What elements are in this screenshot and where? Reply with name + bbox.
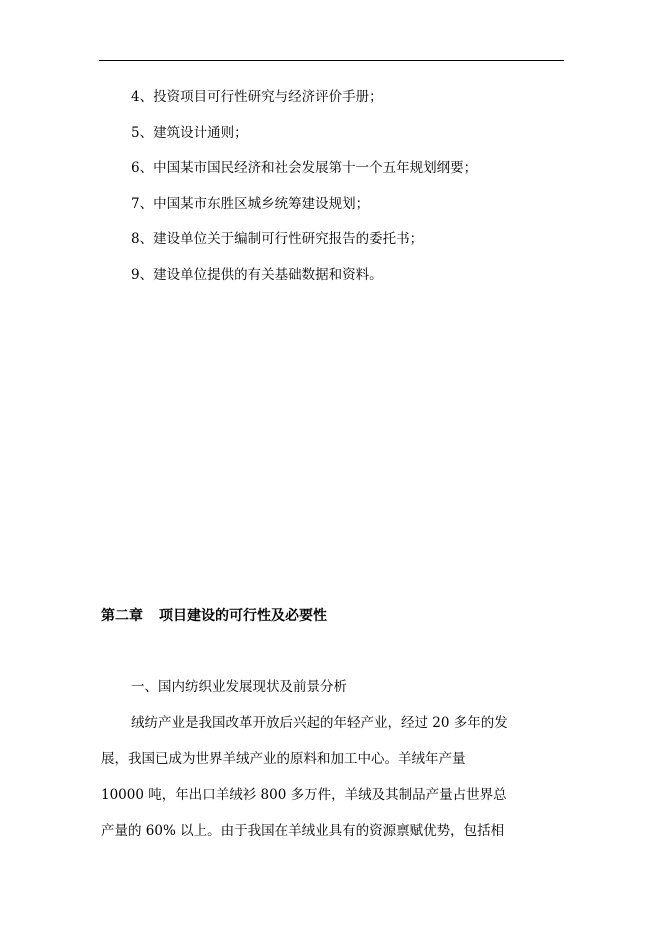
body-paragraph-line: 产量的 60% 以上。由于我国在羊绒业具有的资源禀赋优势，包括相 (101, 823, 505, 839)
body-paragraph-line: 绒纺产业是我国改革开放后兴起的年轻产业，经过 20 多年的发 (131, 715, 508, 731)
body-paragraph-line: 展，我国已成为世界羊绒产业的原料和加工中心。羊绒年产量 (101, 751, 466, 767)
reference-item: 7、中国某市东胜区城乡统筹建设规划； (131, 195, 370, 212)
reference-item: 8、建设单位关于编制可行性研究报告的委托书； (131, 231, 424, 247)
chapter-title: 项目建设的可行性及必要性 (159, 608, 327, 624)
section-heading: 一、国内纺织业发展现状及前景分析 (131, 679, 347, 695)
reference-item: 4、投资项目可行性研究与经济评价手册； (131, 89, 383, 105)
reference-list (131, 86, 477, 299)
header-rule (99, 60, 564, 61)
chapter-number: 第二章 (101, 608, 143, 624)
reference-item: 5、建筑设计通则； (131, 124, 248, 141)
body-paragraph-line: 10000 吨，年出口羊绒衫 800 多万件，羊绒及其制品产量占世界总 (101, 787, 507, 803)
chapter-heading (101, 605, 327, 627)
reference-item: 9、建设单位提供的有关基础数据和资料。 (131, 266, 383, 283)
reference-item: 6、中国某市国民经济和社会发展第十一个五年规划纲要； (131, 160, 478, 176)
